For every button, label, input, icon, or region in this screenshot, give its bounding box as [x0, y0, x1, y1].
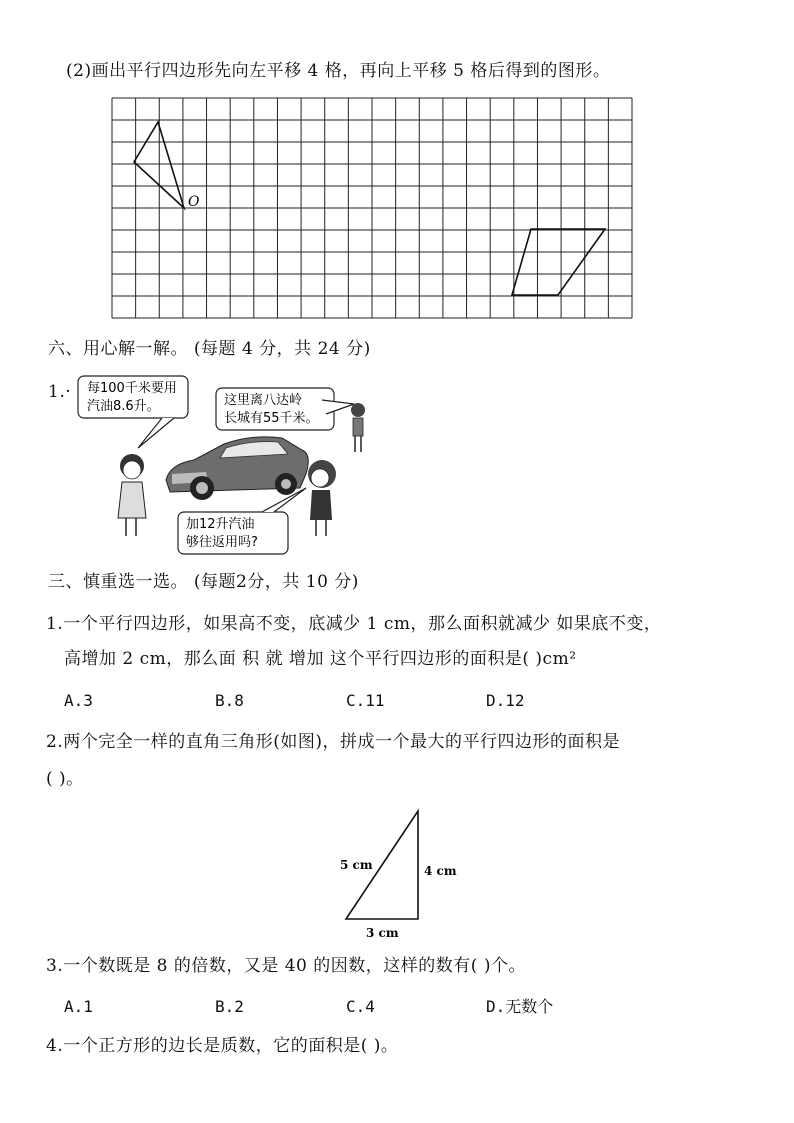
s3-q1-option-c[interactable]: C.11 [346, 691, 385, 710]
section-6-item-1-number: 1.· [48, 382, 72, 402]
question-2-text: (2)画出平行四边形先向左平移 4 格，再向上平移 5 格后得到的图形。 [66, 61, 611, 81]
point-o-label: O [188, 194, 200, 210]
base-side-label: 3 cm [366, 926, 399, 940]
right-triangle-figure [330, 805, 470, 945]
bubble-3-line-1: 加12升汽油 [186, 517, 255, 532]
car-image [166, 437, 308, 500]
s3-question-1-line-1: 1.一个平行四边形，如果高不变，底减少 1 cm，那么面积就减少 如果底不变， [46, 614, 662, 634]
bubble-2-line-1: 这里离八达岭 [224, 393, 303, 408]
car-scene-illustration [74, 370, 394, 560]
s3-q1-option-b[interactable]: B.8 [215, 691, 244, 710]
bubble-2-line-2: 长城有55千米。 [224, 411, 319, 426]
section-3-heading: 三、慎重选一选。 (每题2分，共 10 分) [48, 572, 359, 592]
parallelogram-figure [512, 229, 605, 295]
s3-question-2-line-1: 2.两个完全一样的直角三角形(如图)，拼成一个最大的平行四边形的面积是 [46, 732, 620, 752]
boy-figure [351, 403, 365, 452]
bubble-1-line-1: 每100千米要用 [87, 381, 177, 396]
s3-q1-option-d[interactable]: D.12 [486, 691, 525, 710]
bubble-1-line-2: 汽油8.6升。 [87, 399, 160, 414]
s3-question-1-line-2: 高增加 2 cm，那么面 积 就 增加 这个平行四边形的面积是( )cm² [64, 649, 577, 669]
section-6-heading: 六、用心解一解。 (每题 4 分，共 24 分) [48, 339, 371, 359]
speech-bubble-1 [78, 376, 188, 448]
bubble-3-line-2: 够往返用吗? [186, 535, 258, 550]
translation-grid [112, 98, 632, 318]
s3-q3-option-b[interactable]: B.2 [215, 997, 244, 1016]
girl-right-figure [308, 460, 336, 536]
s3-question-4-line-1: 4.一个正方形的边长是质数，它的面积是( )。 [46, 1036, 399, 1056]
vertical-side-label: 4 cm [424, 864, 457, 878]
s3-q3-option-d[interactable]: D.无数个 [486, 997, 554, 1016]
s3-q3-option-c[interactable]: C.4 [346, 997, 375, 1016]
s3-q1-option-a[interactable]: A.3 [64, 691, 93, 710]
s3-question-2-line-2: ( )。 [46, 769, 84, 789]
s3-question-3-line-1: 3.一个数既是 8 的倍数，又是 40 的因数，这样的数有( )个。 [46, 956, 526, 976]
girl-left-figure [118, 454, 146, 536]
s3-q3-option-a[interactable]: A.1 [64, 997, 93, 1016]
speech-bubble-2 [216, 388, 354, 430]
hypotenuse-label: 5 cm [340, 858, 373, 872]
